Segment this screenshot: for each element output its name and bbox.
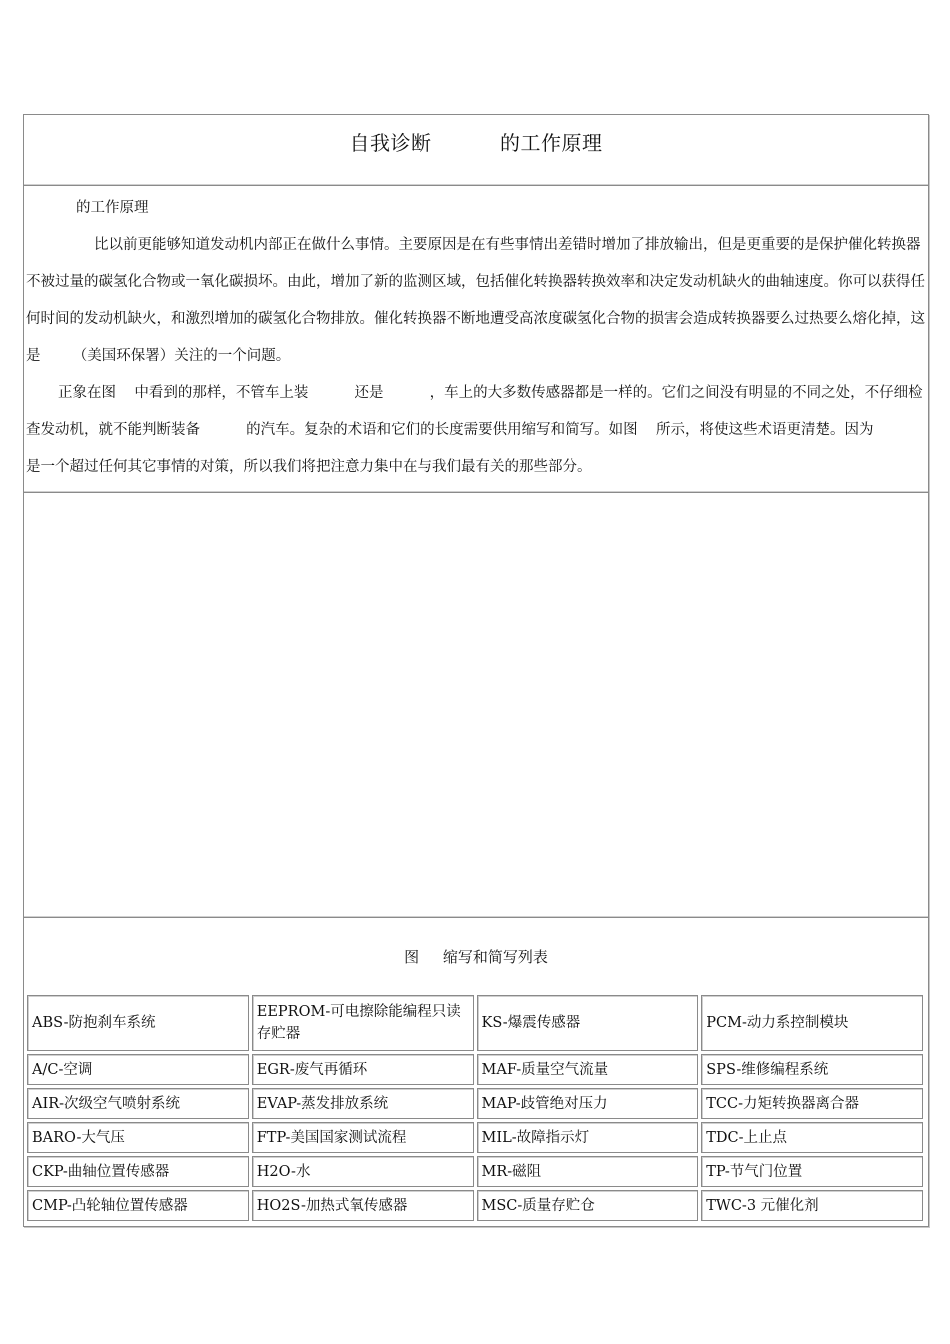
table-row <box>27 1088 923 1119</box>
table-cell: TP-节气门位置 <box>701 1156 923 1187</box>
table-cell: HO2S-加热式氧传感器 <box>252 1190 474 1221</box>
abbreviation-section <box>24 918 928 1224</box>
text-cell <box>24 190 928 493</box>
table-cell: EVAP-蒸发排放系统 <box>252 1088 474 1119</box>
table-cell: TDC-上止点 <box>701 1122 923 1153</box>
figure-placeholder <box>24 493 928 918</box>
table-cell: TCC-力矩转换器离合器 <box>701 1088 923 1119</box>
table-cell: MR-磁阻 <box>477 1156 699 1187</box>
table-cell: A/C-空调 <box>27 1054 249 1085</box>
table-cell: MSC-质量存贮仓 <box>477 1190 699 1221</box>
section-subtitle: 的工作原理 <box>76 200 149 216</box>
table-cell: CMP-凸轮轴位置传感器 <box>27 1190 249 1221</box>
page-title: 自我诊断 的工作原理 <box>349 131 603 155</box>
table-row <box>27 995 923 1051</box>
table-cell: TWC-3 元催化剂 <box>701 1190 923 1221</box>
table-cell: PCM-动力系控制模块 <box>701 995 923 1051</box>
table-row <box>27 1122 923 1153</box>
table-cell: MAP-歧管绝对压力 <box>477 1088 699 1119</box>
table-cell: EGR-废气再循环 <box>252 1054 474 1085</box>
table-cell: EEPROM-可电擦除能编程只读存贮器 <box>252 995 474 1051</box>
table-cell: CKP-曲轴位置传感器 <box>27 1156 249 1187</box>
table-row <box>27 1156 923 1187</box>
table-cell: MIL-故障指示灯 <box>477 1122 699 1153</box>
title-cell <box>24 115 928 186</box>
table-cell: MAF-质量空气流量 <box>477 1054 699 1085</box>
table-cell: BARO-大气压 <box>27 1122 249 1153</box>
figure-caption: 图 缩写和简写列表 <box>404 948 548 966</box>
table-cell: ABS-防抱刹车系统 <box>27 995 249 1051</box>
table-row <box>27 1054 923 1085</box>
table-cell: FTP-美国国家测试流程 <box>252 1122 474 1153</box>
table-cell: AIR-次级空气喷射系统 <box>27 1088 249 1119</box>
abbreviation-table <box>24 992 926 1224</box>
document-frame <box>23 114 929 1227</box>
body-paragraph-2: 正象在图 中看到的那样，不管车上装 还是 ，车上的大多数传感器都是一样的。它们之间没有明显的不同之处，不仔细检查发动机，就不能判断装备 的汽车。复杂的术语和它们的长度需要供用缩写和简写。如图 所示，将使这些术语更清楚。因为 是一个超过任何其它事情的对策，所以我们将把注意力集中在与我们最有关的那些部分。 <box>26 385 923 475</box>
table-cell: KS-爆震传感器 <box>477 995 699 1051</box>
table-cell: H2O-水 <box>252 1156 474 1187</box>
table-cell: SPS-维修编程系统 <box>701 1054 923 1085</box>
body-paragraph-1: 比以前更能够知道发动机内部正在做什么事情。主要原因是在有些事情出差错时增加了排放输出，但是更重要的是保护催化转换器不被过量的碳氢化合物或一氧化碳损坏。由此，增加了新的监测区域，包括催化转换器转换效率和决定发动机缺火的曲轴速度。你可以获得任何时间的发动机缺火，和激烈增加的碳氢化合物排放。催化转换器不断地遭受高浓度碳氢化合物的损害会造成转换器要么过热要么熔化掉，这是 （美国环保署）关注的一个问题。 <box>26 237 925 364</box>
table-row <box>27 1190 923 1221</box>
